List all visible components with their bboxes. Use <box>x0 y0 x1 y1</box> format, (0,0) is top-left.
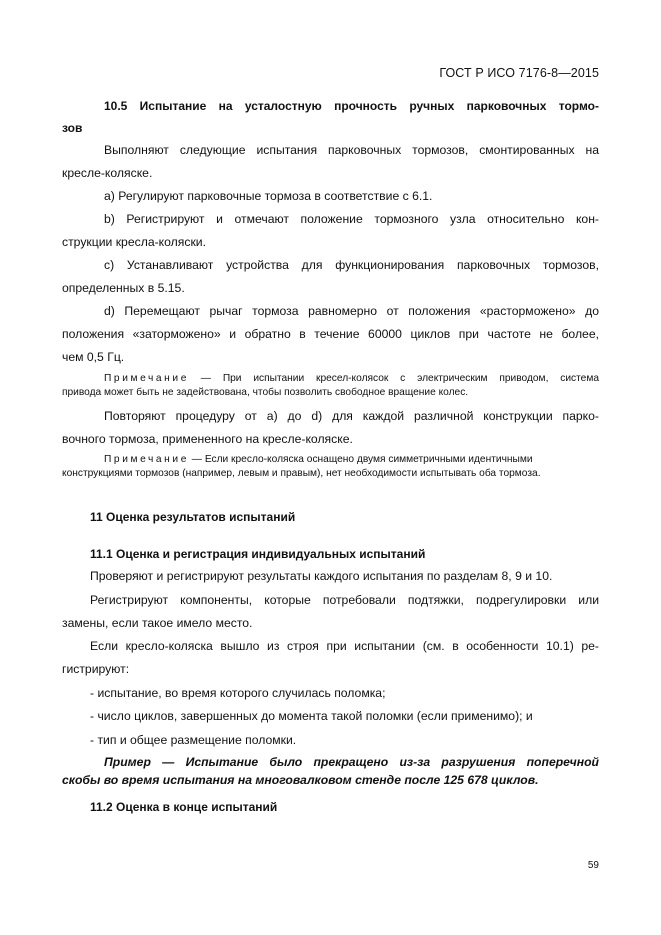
step-a: а) Регулируют парковочные тормоза в соответствие с 6.1. <box>104 189 433 203</box>
example-line-2: скобы во время испытания на многовалковом стенде после 125 678 циклов. <box>62 773 539 787</box>
section-11-1-para-2-line-2: замены, если такое имело место. <box>62 616 253 630</box>
section-11-1-para-2-line-1: Регистрируют компоненты, которые потребовали подтяжки, подрегулировки или <box>90 593 599 607</box>
note-2-label: Примечание <box>104 454 189 465</box>
note-1-text: — При испытании кресел-колясок с электрическим приводом, система <box>188 373 599 384</box>
example-line-1: Пример — Испытание было прекращено из-за разрушения поперечной <box>104 755 599 769</box>
note-2-line-1 <box>104 453 533 467</box>
intro-line-2: кресле-коляске. <box>62 166 153 180</box>
section-10-5-title-line-2: зов <box>62 121 83 135</box>
step-b-line-2: струкции кресла-коляски. <box>62 235 206 249</box>
page-number: 59 <box>587 860 599 871</box>
document-code-header: ГОСТ Р ИСО 7176-8—2015 <box>439 66 599 80</box>
note-1-label: Примечание <box>104 373 189 384</box>
repeat-line-2: вочного тормоза, примененного на кресле-коляске. <box>62 432 353 446</box>
note-1-line-1 <box>104 372 599 386</box>
repeat-line-1: Повторяют процедуру от а) до d) для каждой различной конструкции парко- <box>104 409 599 423</box>
note-2-text: — Если кресло-коляска оснащено двумя симметричными идентичными <box>188 454 533 465</box>
section-11-1-para-1: Проверяют и регистрируют результаты каждого испытания по разделам 8, 9 и 10. <box>90 569 553 583</box>
step-c-line-2: определенных в 5.15. <box>62 281 185 295</box>
section-11-1-para-3-line-1: Если кресло-коляска вышло из строя при испытании (см. в особенности 10.1) ре- <box>90 639 599 653</box>
section-11-1-title: 11.1 Оценка и регистрация индивидуальных испытаний <box>90 547 426 561</box>
step-d-line-1: d) Перемещают рычаг тормоза равномерно от положения «расторможено» до <box>104 304 599 318</box>
section-10-5-title-line-1: 10.5 Испытание на усталостную прочность ручных парковочных тормо- <box>104 99 599 113</box>
list-item: - тип и общее размещение поломки. <box>90 733 297 747</box>
section-11-2-title: 11.2 Оценка в конце испытаний <box>90 800 278 814</box>
note-1-line-2: привода может быть не задействована, чтобы позволить свободное вращение колес. <box>62 387 469 398</box>
intro-line-1: Выполняют следующие испытания парковочных тормозов, смонтированных на <box>104 143 599 157</box>
list-item: - число циклов, завершенных до момента такой поломки (если применимо); и <box>90 709 533 723</box>
section-11-1-para-3-line-2: гистрируют: <box>62 662 130 676</box>
list-item: - испытание, во время которого случилась поломка; <box>90 686 386 700</box>
step-c-line-1: с) Устанавливают устройства для функционирования парковочных тормозов, <box>104 258 599 272</box>
note-2-line-2: конструкциями тормозов (например, левым и правым), нет необходимости испытывать оба тормоза. <box>62 468 541 479</box>
step-d-line-3: чем 0,5 Гц. <box>62 350 125 364</box>
step-b-line-1: b) Регистрируют и отмечают положение тормозного узла относительно кон- <box>104 212 599 226</box>
section-11-title: 11 Оценка результатов испытаний <box>90 510 296 524</box>
step-d-line-2: положения «заторможено» и обратно в течение 60000 циклов при частоте не более, <box>62 327 599 341</box>
